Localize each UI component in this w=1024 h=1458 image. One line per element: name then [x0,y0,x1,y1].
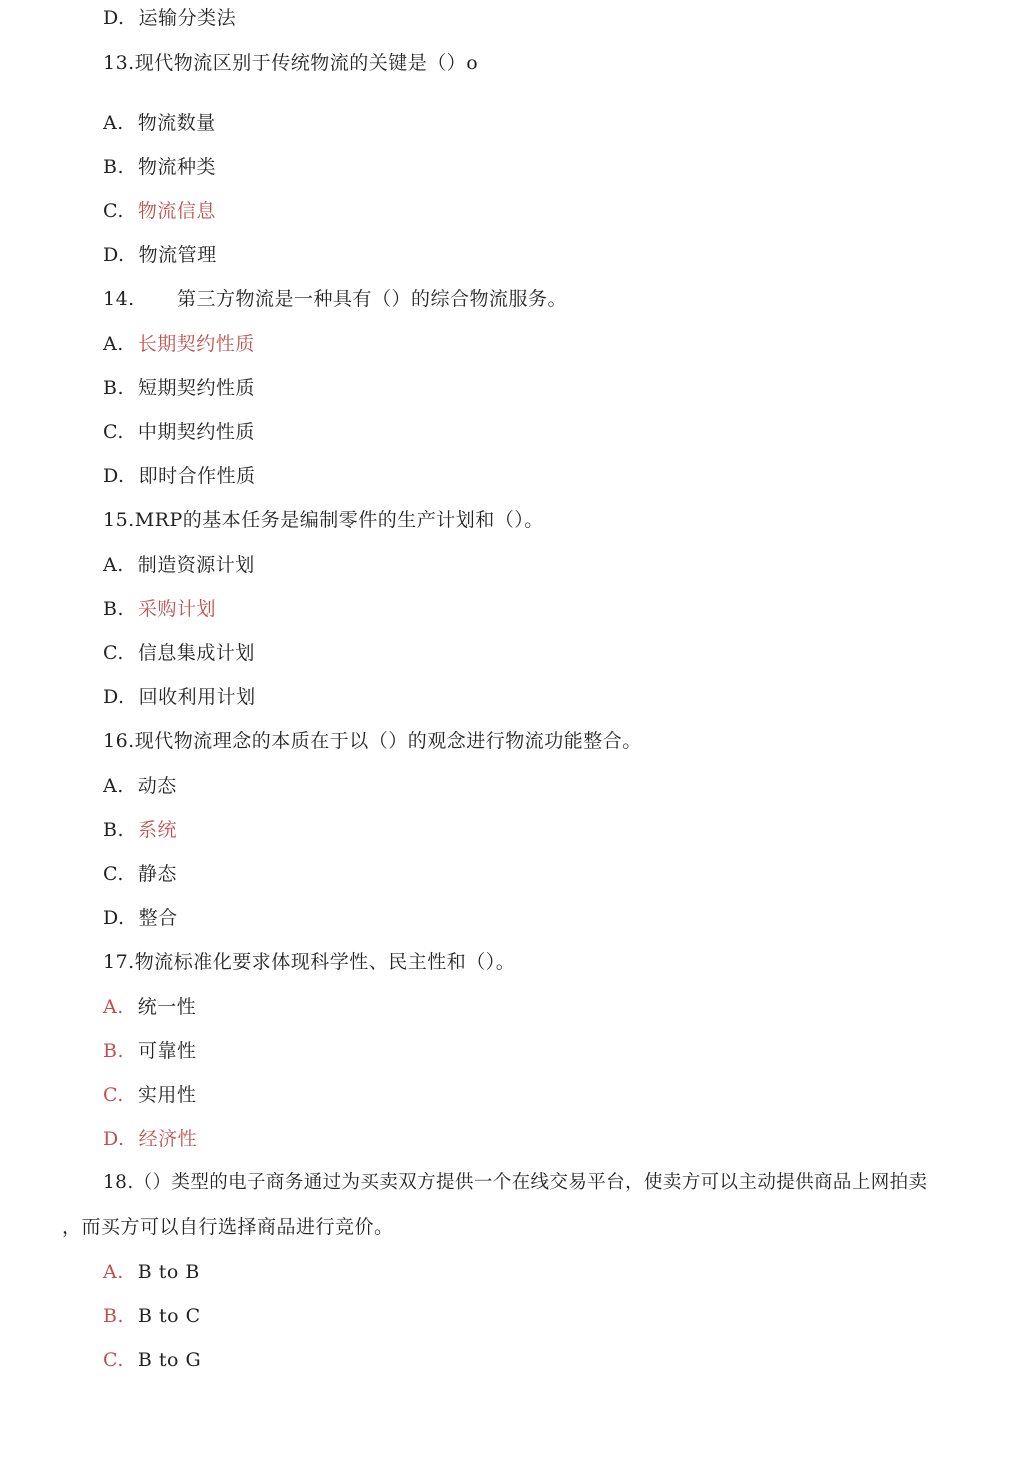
option-label-answer: A. [103,996,124,1018]
option-text: 物流数量 [137,112,216,134]
q16-option-a [103,774,177,798]
option-text-answer: 物流信息 [137,200,216,222]
option-text: 实用性 [137,1084,197,1106]
q17-option-a [103,995,196,1019]
q13-stem: 13.现代物流区别于传统物流的关键是（）o [103,52,479,74]
q18-option-a [103,1260,200,1284]
option-label: A. [103,112,124,134]
option-text: 中期契约性质 [137,421,255,443]
q15-stem: 15.MRP的基本任务是编制零件的生产计划和（）。 [103,509,544,531]
q18-stem-line2: ，而买方可以自行选择商品进行竞价。 [62,1216,394,1238]
option-label: D. [103,907,125,929]
option-text: 静态 [137,863,177,885]
q18-stem-line1: 18.（）类型的电子商务通过为买卖双方提供一个在线交易平台，使卖方可以主动提供商品上网拍卖 [103,1172,928,1193]
option-label: D. [103,686,125,708]
q14-option-d [103,464,256,488]
option-text: 物流种类 [138,156,217,178]
q14-number: 14. [103,288,135,310]
option-text: B to B [137,1261,200,1283]
q17-option-b [103,1039,197,1063]
q15-option-a [103,553,255,577]
q18-option-c [103,1348,201,1372]
option-text: B to C [138,1305,201,1327]
option-label-answer: A. [103,1261,124,1283]
option-label: B. [103,156,125,178]
option-text-answer: 采购计划 [138,598,217,620]
q17-stem: 17.物流标准化要求体现科学性、民主性和（）。 [103,951,516,973]
q13-option-b [103,155,216,179]
option-label: D. [103,465,125,487]
option-text-answer: 长期契约性质 [137,333,255,355]
q14-option-b [103,376,255,400]
option-label-answer: C. [103,1349,124,1371]
option-text: 动态 [137,775,177,797]
option-text: 信息集成计划 [137,642,255,664]
option-label-answer: C. [103,1084,124,1106]
q16-option-d [103,906,178,930]
option-text-answer: 经济性 [138,1128,198,1150]
option-label: C. [103,863,124,885]
option-label-answer: D. [103,1128,125,1150]
q13-option-d [103,243,217,267]
option-label: C. [103,421,124,443]
option-text: 制造资源计划 [137,554,255,576]
q13-option-c [103,199,216,223]
q14-option-c [103,420,255,444]
q12-option-d [103,6,236,30]
q14-stem: 第三方物流是一种具有（）的综合物流服务。 [177,288,568,310]
option-label: B. [103,819,125,841]
option-label: A. [103,775,124,797]
q16-option-c [103,862,177,886]
q17-option-d [103,1127,197,1151]
option-text: 统一性 [137,996,197,1018]
option-label: C. [103,200,124,222]
q13-option-a [103,111,216,135]
q15-option-b [103,597,216,621]
option-text: 物流管理 [138,244,217,266]
option-label: A. [103,333,124,355]
option-text: 整合 [138,907,178,929]
option-text: 短期契约性质 [138,377,256,399]
q16-stem: 16.现代物流理念的本质在于以（）的观念进行物流功能整合。 [103,730,642,752]
q15-option-c [103,641,255,665]
option-text-answer: 系统 [138,819,178,841]
option-text: 可靠性 [138,1040,197,1062]
option-label: B. [103,598,125,620]
option-text: B to G [137,1349,202,1371]
option-text: 即时合作性质 [138,465,256,487]
option-label: D. [103,7,125,29]
option-label-answer: B. [103,1305,125,1327]
q14-option-a [103,332,255,356]
option-label: B. [103,377,125,399]
option-text: 运输分类法 [138,7,237,29]
option-text: 回收利用计划 [138,686,256,708]
q16-option-b [103,818,177,842]
option-label: C. [103,642,124,664]
option-label-answer: B. [103,1040,125,1062]
q15-option-d [103,685,256,709]
q17-option-c [103,1083,196,1107]
option-label: A. [103,554,124,576]
q18-option-b [103,1304,201,1328]
option-label: D. [103,244,125,266]
